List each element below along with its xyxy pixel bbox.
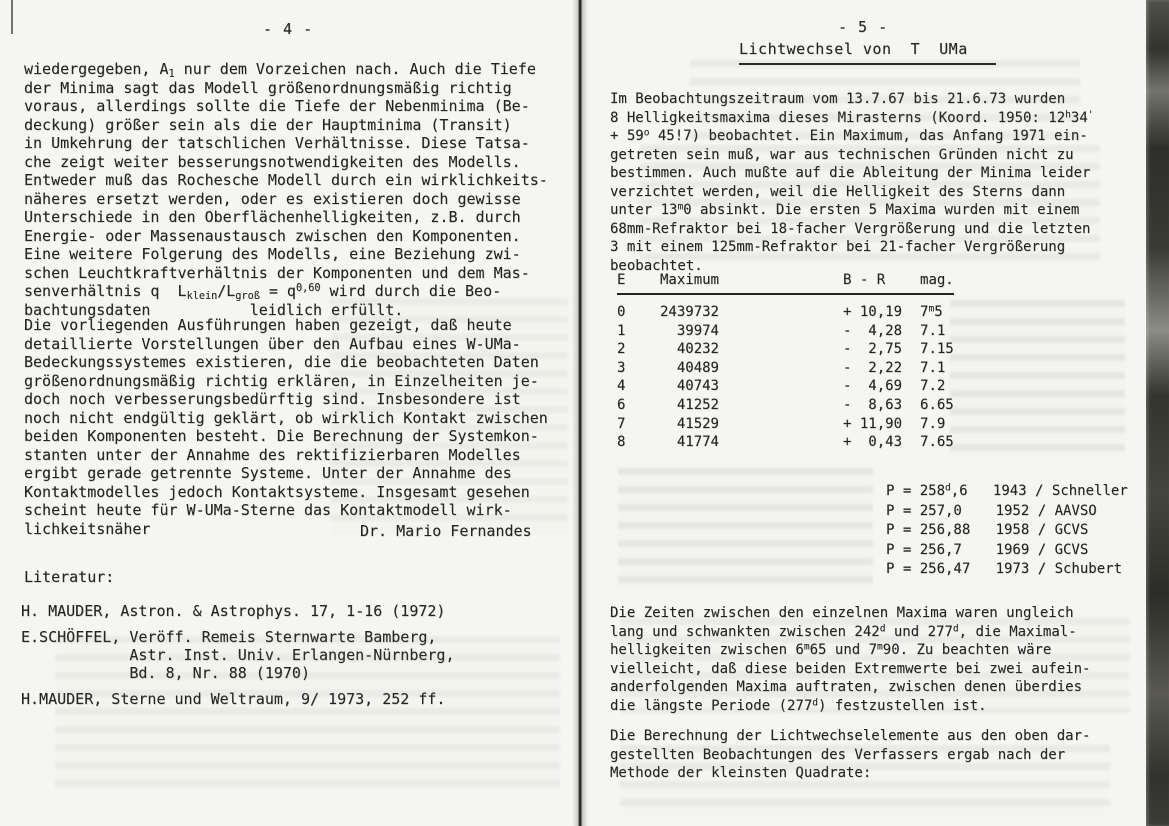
scan-edge-band xyxy=(1146,0,1169,826)
table-cell: 7.1 xyxy=(920,322,946,339)
text-line: stanten unter der Annahme des rektifizierbaren Modelles xyxy=(24,445,521,464)
text-line: noch nicht endgültig geklärt, ob wirklich Kontakt zwischen xyxy=(24,408,548,427)
text-line: die längste Periode (277$^d$) festzustellen ist. xyxy=(610,696,987,714)
text-line: P = 256,7 1969 / GCVS xyxy=(886,541,1089,558)
text-line: näheres ersetzt werden, oder es existieren doch gewisse xyxy=(24,189,521,208)
scan-bleed-through xyxy=(618,468,873,588)
table-header: E xyxy=(617,272,653,294)
paragraph xyxy=(24,60,548,319)
table-row xyxy=(617,377,954,396)
text-line: beiden Komponenten besteht. Die Berechnung der Systemkon- xyxy=(24,427,539,445)
text-line: 68mm-Refraktor bei 18-facher Vergrößerung und die letzten xyxy=(610,220,1091,237)
table-cell: 1 xyxy=(617,322,626,339)
text-line: P = 256,88 1958 / GCVS xyxy=(886,522,1089,538)
page-number-right: - 5 - xyxy=(838,18,889,36)
text-line: Die Zeiten zwischen den einzelnen Maxima waren ungleich xyxy=(610,605,1074,621)
text-line: unter 13$^m$0 absinkt. Die ersten 5 Maxima wurden mit einem xyxy=(610,201,1080,218)
table-cell: 0 xyxy=(617,304,626,320)
table-cell: 7$^m$5 xyxy=(920,303,943,320)
table-cell: + 10,19 xyxy=(843,304,903,320)
table-cell: 41252 xyxy=(676,396,719,413)
article-title: Lichtwechsel von T UMa xyxy=(739,40,996,65)
reference-entry xyxy=(21,690,454,708)
text-line: Bedeckungssystemes existieren, die die beobachteten Daten xyxy=(24,353,539,371)
text-line: lichkeitsnäher xyxy=(24,519,151,538)
table-cell: 2439732 xyxy=(659,304,719,320)
signature: Dr. Mario Fernandes xyxy=(360,522,532,540)
text-line: Im Beobachtungszeitraum vom 13.7.67 bis 21.6.73 wurden xyxy=(610,91,1066,107)
table-header: mag. xyxy=(902,272,954,294)
table-cell: 2 xyxy=(617,341,626,358)
text-line: größenordnungsmäßig richtig erklären, in Einzelheiten je- xyxy=(24,371,539,390)
page-number-left: - 4 - xyxy=(263,20,314,38)
text-line: beobachtet. xyxy=(610,257,703,274)
text-line: gestellten Beobachtungen des Verfassers ergab nach der xyxy=(610,746,1066,763)
table-cell: - 4,69 xyxy=(843,378,903,395)
text-line: Kontaktmodelles jedoch Kontaktsysteme. Insgesamt gesehen xyxy=(24,482,530,501)
text-line: P = 257,0 1952 / AAVSO xyxy=(886,502,1097,519)
text-line: 3 mit einem 125mm-Refraktor bei 21-facher Vergrößerung xyxy=(610,239,1066,255)
table-row xyxy=(617,340,954,359)
text-line: P = 256,47 1973 / Schubert xyxy=(886,561,1123,577)
table-header: Maximum xyxy=(653,272,719,294)
text-line: che zeigt weiter besserungsnotwendigkeiten des Modells. xyxy=(24,152,521,171)
text-line: scheint heute für W-UMa-Sterne das Kontaktmodell wirk- xyxy=(24,501,512,519)
table-cell: 7 xyxy=(617,415,626,432)
table-cell: - 2,75 xyxy=(843,341,903,358)
text-line: Methode der kleinsten Quadrate: xyxy=(610,765,872,781)
table-cell: 39974 xyxy=(676,322,719,339)
text-line: senverhältnis q $L_{klein}/L_{groß} = q^{0,60}$ wird durch die Beo- xyxy=(24,282,502,302)
text-line: bachtungsdaten leidlich erfüllt. xyxy=(24,300,404,319)
paragraph xyxy=(610,90,1093,275)
table-cell: + 0,43 xyxy=(843,434,903,451)
table-cell: - 4,28 xyxy=(843,322,903,339)
table-cell: 41529 xyxy=(676,415,719,432)
text-line: Die Berechnung der Lichtwechselelemente aus den oben dar- xyxy=(610,728,1091,744)
text-line: + $59^o$ 45!7) beobachtet. Ein Maximum, das Anfang 1971 ein- xyxy=(610,127,1088,144)
literatur-heading: Literatur: xyxy=(24,568,115,586)
text-line: lang und schwankten zwischen 242$^d$ und 277$^d$, die Maximal- xyxy=(610,622,1077,640)
table-cell: 7.65 xyxy=(920,434,954,451)
table-cell: 40489 xyxy=(676,359,719,376)
reference-entry xyxy=(21,628,454,682)
table-cell: 6.65 xyxy=(920,396,954,413)
text-line: $P = 258^d,6$ 1943 / Schneller xyxy=(886,482,1128,499)
scan-bleed-through xyxy=(950,300,1125,455)
table-cell: 7.2 xyxy=(920,378,946,395)
text-line: verzichtet werden, weil die Helligkeit des Sterns dann xyxy=(610,183,1066,200)
text-line: vielleicht, daß diese beiden Extremwerte bei zwei aufein- xyxy=(610,660,1091,677)
table-row xyxy=(617,415,954,434)
text-line: helligkeiten zwischen 6$^m$65 und 7$^m$90. Zu beachten wäre xyxy=(610,641,1052,658)
table-cell: + 11,90 xyxy=(843,415,903,432)
text-line: doch noch verbesserungsbedürftig sind. Insbesondere ist xyxy=(24,390,521,408)
text-line: H.MAUDER, Sterne und Weltraum, 9/ 1973, 252 ff. xyxy=(21,690,446,708)
text-line: bestimmen. Auch mußte auf die Ableitung der Minima leider xyxy=(610,165,1091,181)
scan-corner-mark xyxy=(11,0,13,34)
text-line: deckung) größer sein als die der Hauptminima (Transit) xyxy=(24,115,512,134)
table-row xyxy=(617,294,954,322)
text-line: 8 Helligkeitsmaxima dieses Mirasterns (Koord. 1950: 12$^h$34' xyxy=(610,108,1094,126)
references xyxy=(21,602,454,716)
table-cell: 3 xyxy=(617,359,626,376)
table-cell: 41774 xyxy=(676,434,719,451)
reference-entry xyxy=(21,602,454,620)
text-line: schen Leuchtkraftverhältnis der Komponenten und dem Mas- xyxy=(24,263,530,282)
table-row xyxy=(617,359,954,378)
table-cell: 7.9 xyxy=(920,415,946,432)
table-cell: - 8,63 xyxy=(843,396,903,413)
table-header: B - R xyxy=(719,272,902,294)
text-line: detaillierte Vorstellungen über den Aufbau eines W-UMa- xyxy=(24,334,521,353)
table-row xyxy=(617,322,954,341)
text-line: Astr. Inst. Univ. Erlangen-Nürnberg, xyxy=(21,646,455,664)
text-line: Energie- oder Massenaustausch zwischen den Komponenten. xyxy=(24,226,521,245)
table-cell: - 2,22 xyxy=(843,359,903,376)
period-list xyxy=(886,482,1128,580)
text-line: Bd. 8, Nr. 88 (1970) xyxy=(21,664,310,682)
text-line: Eine weitere Folgerung des Modells, eine Beziehung zwi- xyxy=(24,245,521,263)
text-line: Die vorliegenden Ausführungen haben gezeigt, daß heute xyxy=(24,316,512,334)
text-line: ergibt gerade getrennte Systeme. Unter der Annahme des xyxy=(24,464,512,482)
text-line: Entweder muß das Rochesche Modell durch ein wirklichkeits- xyxy=(24,171,548,189)
observations-table xyxy=(617,272,954,452)
table-cell: 8 xyxy=(617,434,626,451)
paragraph xyxy=(24,316,548,538)
paragraph xyxy=(610,604,1090,715)
text-line: in Umkehrung der tatschlichen Verhältnisse. Diese Tatsa- xyxy=(24,134,530,152)
text-line: anderfolgenden Maxima auftraten, zwischen denen überdies xyxy=(610,679,1083,695)
text-line: E.SCHÖFFEL, Veröff. Remeis Sternwarte Bamberg, xyxy=(21,628,437,646)
table-cell: 7.1 xyxy=(920,359,946,376)
page-fold-shadow xyxy=(572,0,588,826)
table-row xyxy=(617,433,954,452)
paragraph xyxy=(610,727,1090,783)
table-cell: 40232 xyxy=(676,341,719,358)
table-cell: 40743 xyxy=(676,378,719,395)
text-line: getreten sein muß, war aus technischen Gründen nicht zu xyxy=(610,146,1074,163)
table-row xyxy=(617,396,954,415)
table-cell: 4 xyxy=(617,378,626,395)
text-line: voraus, allerdings sollte die Tiefe der Nebenminima (Be- xyxy=(24,97,530,115)
text-line: Unterschiede in den Oberflächenhelligkeiten, z.B. durch xyxy=(24,208,521,226)
text-line: H. MAUDER, Astron. & Astrophys. 17, 1-16 (1972) xyxy=(21,602,446,620)
text-line: wiedergegeben, $A_1$ nur dem Vorzeichen nach. Auch die Tiefe xyxy=(24,60,536,80)
text-line: der Minima sagt das Modell größenordnungsmäßig richtig xyxy=(24,78,512,97)
table-cell: 7.15 xyxy=(920,341,954,358)
table-cell: 6 xyxy=(617,396,626,413)
